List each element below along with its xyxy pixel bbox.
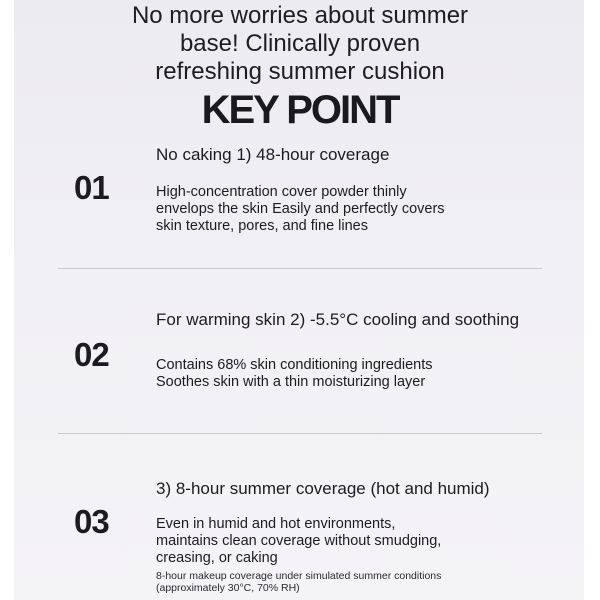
key-point-title: KEY POINT <box>201 88 399 132</box>
point-3-body <box>156 516 556 567</box>
point-2-number: 02 <box>74 336 109 373</box>
point-3-body-line: maintains clean coverage without smudging, <box>156 533 442 549</box>
point-2-body-line: Contains 68% skin conditioning ingredients <box>156 357 433 373</box>
point-2-heading: For warming skin 2) -5.5°C cooling and soothing <box>156 310 520 329</box>
section-divider <box>58 433 542 434</box>
point-2-body <box>156 357 556 391</box>
point-1-body-line: High-concentration cover powder thinly <box>156 184 407 200</box>
point-3-footnote-line: (approximately 30°C, 70% RH) <box>156 582 300 594</box>
point-3-heading: 3) 8-hour summer coverage (hot and humid) <box>156 479 490 498</box>
headline-line-1: No more worries about summer <box>131 2 469 29</box>
point-1-heading: No caking 1) 48-hour coverage <box>156 145 390 164</box>
headline-line-3: refreshing summer cushion <box>155 58 445 85</box>
point-3-number: 03 <box>74 503 109 540</box>
point-3-footnote-line: 8-hour makeup coverage under simulated summer conditions <box>156 570 442 582</box>
point-1-body-line: skin texture, pores, and fine lines <box>156 218 368 234</box>
point-3-footnote <box>156 570 441 594</box>
point-3-body-line: Even in humid and hot environments, <box>156 516 396 532</box>
headline-line-2: base! Clinically proven <box>179 30 421 57</box>
point-2-body-line: Soothes skin with a thin moisturizing layer <box>156 374 426 390</box>
point-1-body-line: envelops the skin Easily and perfectly covers <box>156 201 445 217</box>
point-1-body <box>156 184 556 235</box>
section-divider <box>58 268 542 269</box>
point-3-body-line: creasing, or caking <box>156 550 278 566</box>
headline <box>0 2 600 86</box>
point-1-number: 01 <box>74 169 109 206</box>
